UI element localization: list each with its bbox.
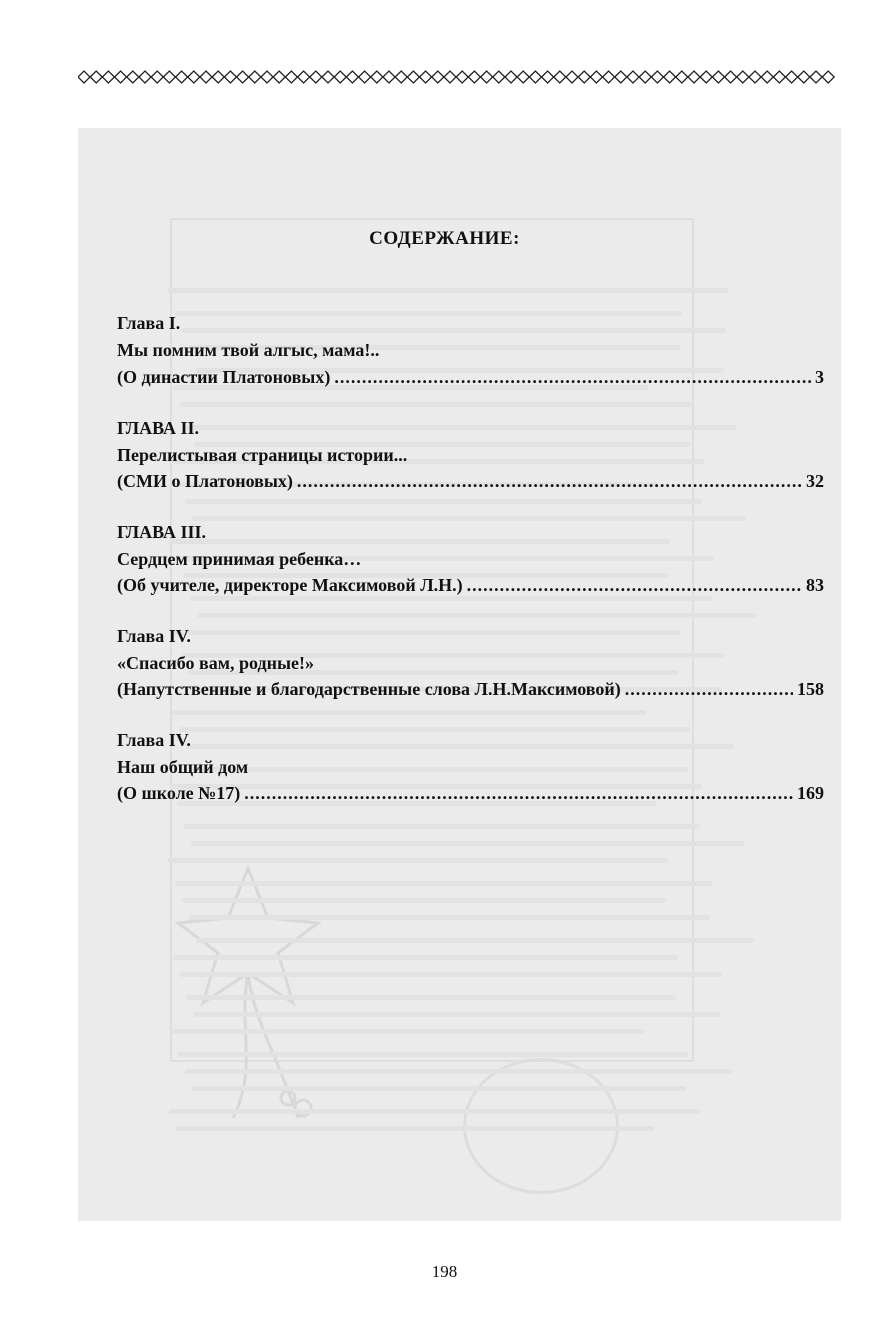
diamond-shape bbox=[481, 71, 493, 83]
faded-text-line bbox=[175, 881, 712, 886]
diamond-shape bbox=[725, 71, 737, 83]
faded-text-line bbox=[192, 1086, 686, 1091]
background-certificate-image bbox=[78, 128, 841, 1221]
diamond-shape bbox=[639, 71, 651, 83]
diamond-shape bbox=[163, 71, 175, 83]
toc-entry-line bbox=[117, 782, 824, 804]
diamond-shape bbox=[554, 71, 566, 83]
diamond-shape bbox=[761, 71, 773, 83]
page-reference: 83 bbox=[806, 575, 824, 595]
dot-leader bbox=[625, 678, 793, 700]
faded-text-line bbox=[169, 539, 670, 544]
diamond-shape bbox=[529, 71, 541, 83]
chapter-heading: Мы помним твой алгыс, мама!.. bbox=[117, 340, 380, 360]
faded-text-line bbox=[180, 972, 722, 977]
toc-entry-line bbox=[117, 366, 824, 388]
faded-text-line bbox=[175, 311, 682, 316]
faded-text-line bbox=[185, 499, 702, 504]
diamond-shape bbox=[505, 71, 517, 83]
faded-text-line bbox=[182, 898, 666, 903]
diamond-shape bbox=[359, 71, 371, 83]
diamond-shape bbox=[786, 71, 798, 83]
toc-entry-line bbox=[117, 678, 824, 700]
diamond-shape bbox=[798, 71, 810, 83]
diamond-shape bbox=[90, 71, 102, 83]
diamond-shape bbox=[285, 71, 297, 83]
diamond-shape bbox=[261, 71, 273, 83]
chapter-heading: Наш общий дом bbox=[117, 757, 249, 777]
diamond-shape bbox=[444, 71, 456, 83]
faded-text-line bbox=[178, 1052, 688, 1057]
faded-text-line bbox=[191, 841, 744, 846]
chapter-subtitle: (Напутственные и благодарственные слова Л.Н.Максимовой) bbox=[117, 679, 621, 699]
chapter-label: ГЛАВА II. bbox=[117, 418, 200, 438]
diamond-shape bbox=[176, 71, 188, 83]
faded-text-line bbox=[174, 630, 680, 635]
diamond-shape bbox=[310, 71, 322, 83]
diamond-shape bbox=[456, 71, 468, 83]
diamond-shape bbox=[603, 71, 615, 83]
page-reference: 169 bbox=[797, 783, 824, 803]
diamond-shape bbox=[627, 71, 639, 83]
faded-text-line bbox=[186, 744, 734, 749]
dot-leader bbox=[467, 574, 802, 596]
diamond-shape bbox=[395, 71, 407, 83]
chapter-label: Глава IV. bbox=[117, 730, 191, 750]
chapter-subtitle: (О династии Платоновых) bbox=[117, 367, 331, 387]
chapter-heading: Сердцем принимая ребенка… bbox=[117, 549, 362, 569]
page-reference: 32 bbox=[806, 471, 824, 491]
diamond-shape bbox=[749, 71, 761, 83]
faded-text-line bbox=[184, 824, 700, 829]
diamond-shape bbox=[432, 71, 444, 83]
diamond-shape bbox=[334, 71, 346, 83]
faded-text-line bbox=[168, 858, 668, 863]
page-reference: 158 bbox=[797, 679, 824, 699]
faded-text-line bbox=[179, 727, 690, 732]
diamond-shape bbox=[212, 71, 224, 83]
diamond-shape bbox=[200, 71, 212, 83]
diamond-shape bbox=[151, 71, 163, 83]
dot-leader bbox=[334, 366, 811, 388]
diamond-shape bbox=[651, 71, 663, 83]
diamond-shape bbox=[78, 71, 90, 83]
diamond-shape bbox=[407, 71, 419, 83]
diamond-shape bbox=[676, 71, 688, 83]
diamond-shape bbox=[493, 71, 505, 83]
diamond-shape bbox=[115, 71, 127, 83]
dot-leader bbox=[297, 470, 802, 492]
diamond-shape bbox=[188, 71, 200, 83]
chapter-subtitle: (СМИ о Платоновых) bbox=[117, 471, 293, 491]
diamond-shape bbox=[420, 71, 432, 83]
faded-text-line bbox=[176, 1126, 654, 1131]
faded-text-line bbox=[173, 955, 678, 960]
diamond-shape bbox=[224, 71, 236, 83]
diamond-shape bbox=[590, 71, 602, 83]
table-of-contents-title: СОДЕРЖАНИЕ: bbox=[369, 228, 520, 249]
diamond-shape bbox=[346, 71, 358, 83]
diamond-shape bbox=[615, 71, 627, 83]
faded-text-line bbox=[172, 710, 646, 715]
chapter-label: Глава I. bbox=[117, 313, 181, 333]
chapter-label: ГЛАВА III. bbox=[117, 522, 207, 542]
faded-text-line bbox=[192, 516, 746, 521]
faded-text-line bbox=[187, 995, 676, 1000]
diamond-shape bbox=[664, 71, 676, 83]
page-reference: 3 bbox=[815, 367, 824, 387]
faded-text-line bbox=[193, 767, 688, 772]
diamond-shape bbox=[298, 71, 310, 83]
faded-text-line bbox=[196, 938, 754, 943]
page-number: 198 bbox=[431, 1262, 458, 1281]
diamond-shape bbox=[542, 71, 554, 83]
chapter-subtitle: (Об учителе, директоре Максимовой Л.Н.) bbox=[117, 575, 463, 595]
flower-illustration bbox=[138, 828, 348, 1128]
diamond-shape bbox=[237, 71, 249, 83]
faded-text-line bbox=[169, 1109, 700, 1114]
diamond-shape bbox=[737, 71, 749, 83]
dot-leader bbox=[244, 782, 793, 804]
faded-text-line bbox=[168, 288, 728, 293]
diamond-shape bbox=[273, 71, 285, 83]
chapter-heading: «Спасибо вам, родные!» bbox=[117, 653, 314, 673]
faded-text-line bbox=[197, 613, 756, 618]
diamond-shape bbox=[383, 71, 395, 83]
faded-text-line bbox=[180, 402, 692, 407]
faded-text-line bbox=[187, 425, 736, 430]
diamond-shape bbox=[371, 71, 383, 83]
diamond-shape bbox=[810, 71, 822, 83]
diamond-shape bbox=[712, 71, 724, 83]
diamond-shape bbox=[102, 71, 114, 83]
chapter-label: Глава IV. bbox=[117, 626, 191, 646]
faded-text-line bbox=[194, 1012, 720, 1017]
faded-text-line bbox=[190, 596, 712, 601]
diamond-shape bbox=[139, 71, 151, 83]
diamond-shape bbox=[578, 71, 590, 83]
toc-entry-line bbox=[117, 574, 824, 596]
diamond-shape bbox=[322, 71, 334, 83]
diamond-shape bbox=[127, 71, 139, 83]
chapter-heading: Перелистывая страницы истории... bbox=[117, 445, 408, 465]
diamond-ornament-border bbox=[78, 68, 841, 86]
toc-entry-line bbox=[117, 470, 824, 492]
faded-text-line bbox=[171, 1029, 644, 1034]
faded-text-line bbox=[189, 915, 710, 920]
diamond-shape bbox=[566, 71, 578, 83]
diamond-shape bbox=[688, 71, 700, 83]
diamond-shape bbox=[822, 71, 834, 83]
diamond-shape bbox=[517, 71, 529, 83]
diamond-shape bbox=[249, 71, 261, 83]
faded-text-line bbox=[185, 1069, 732, 1074]
diamond-shape bbox=[700, 71, 712, 83]
chapter-subtitle: (О школе №17) bbox=[117, 783, 241, 803]
diamond-shape bbox=[773, 71, 785, 83]
faded-text-line bbox=[182, 328, 726, 333]
diamond-shape bbox=[468, 71, 480, 83]
